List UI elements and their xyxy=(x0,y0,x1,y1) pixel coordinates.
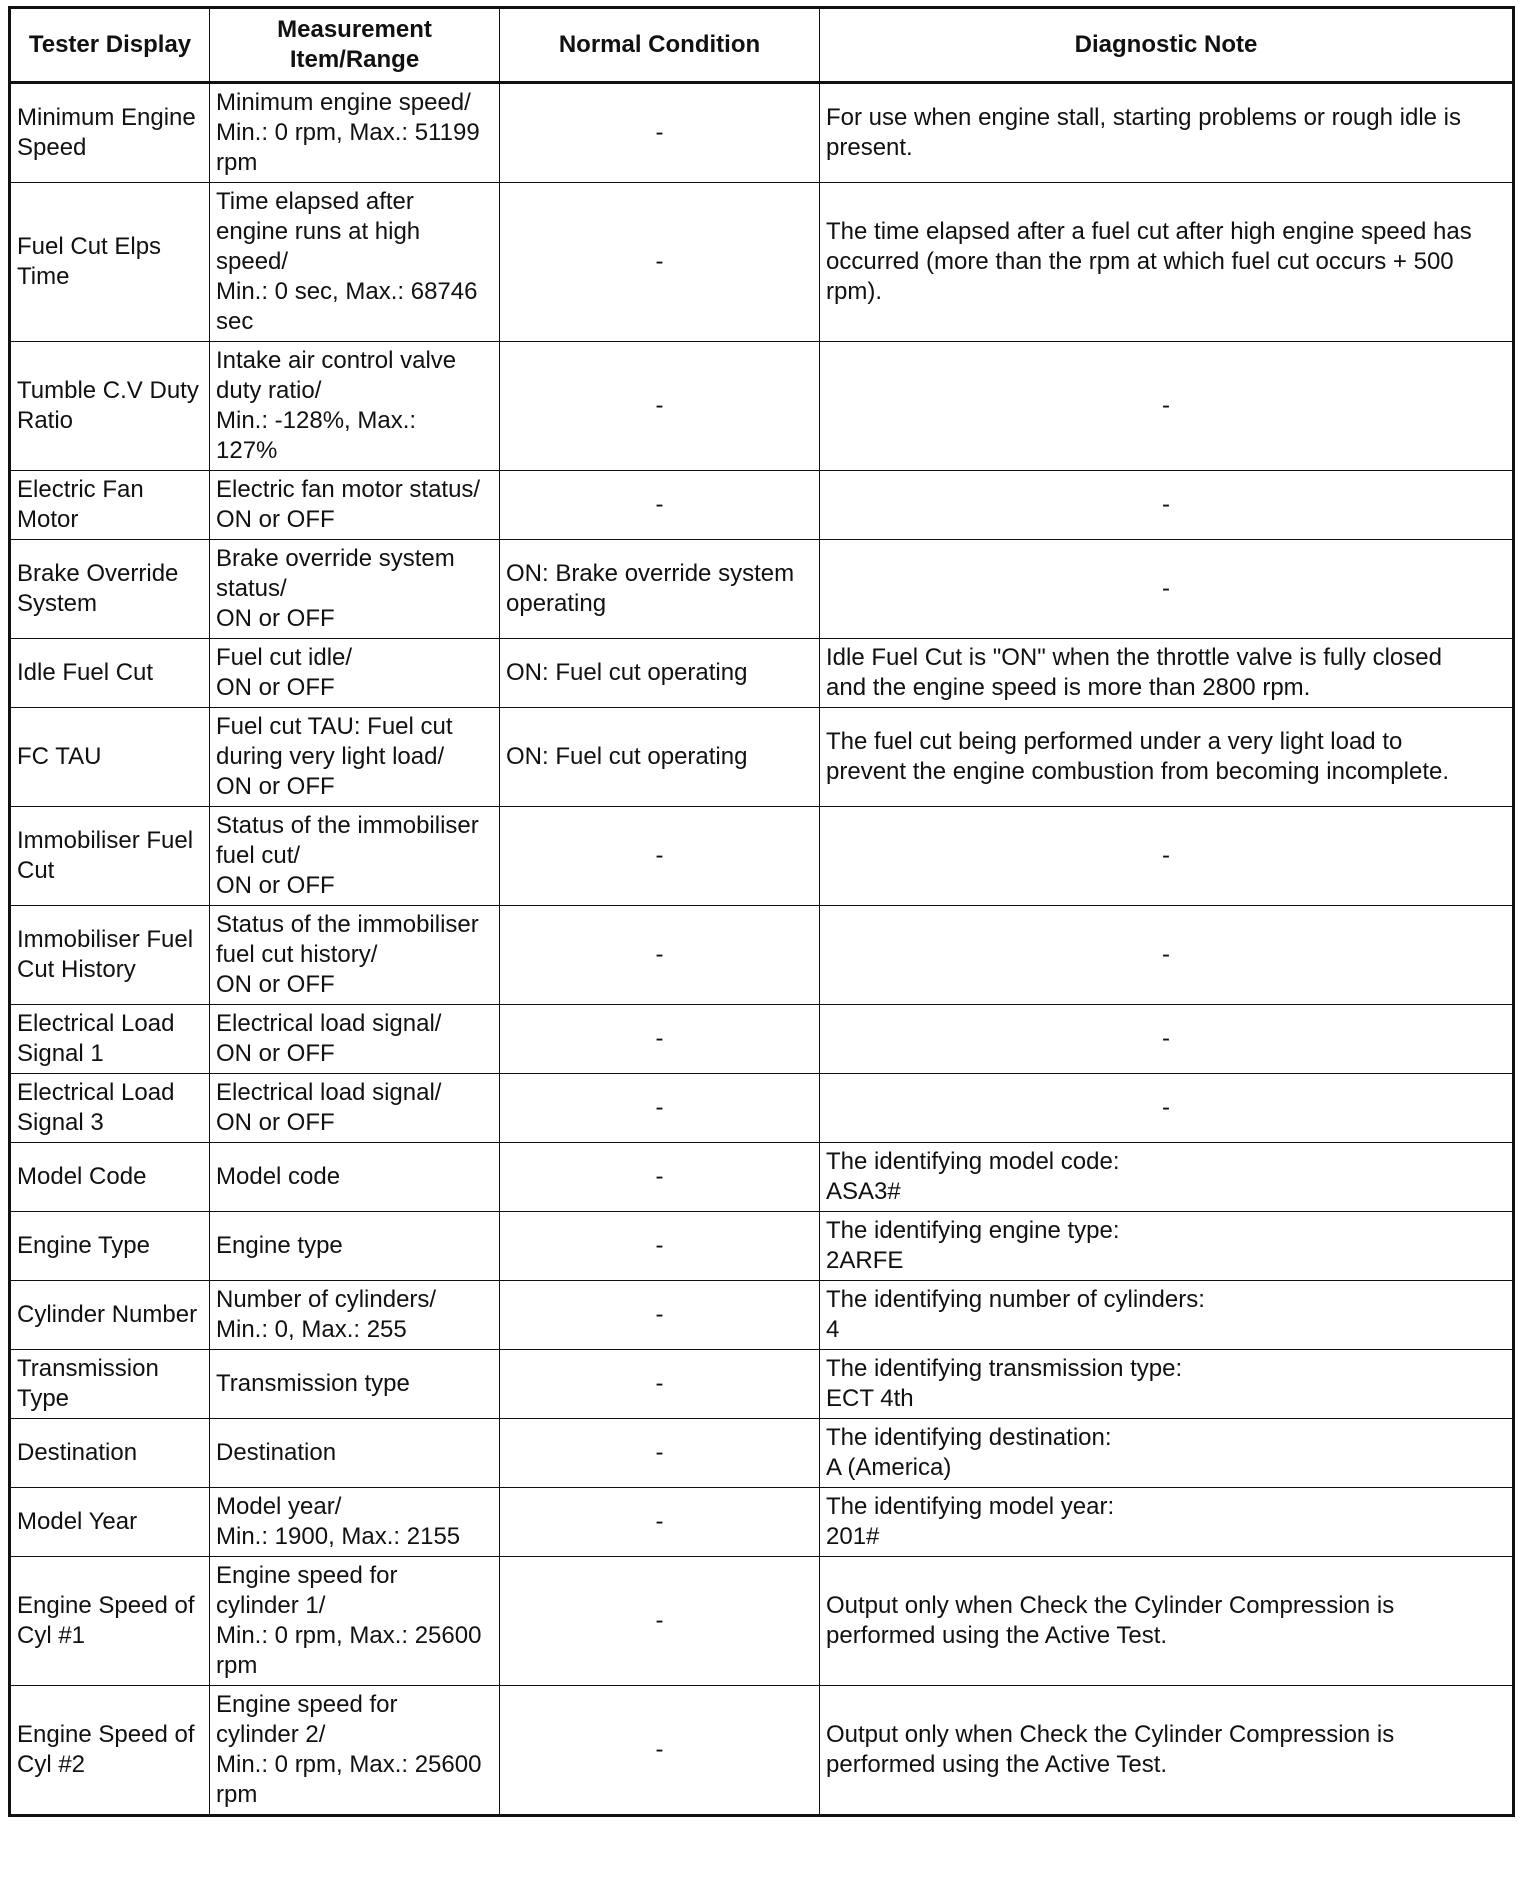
tester-display-cell xyxy=(10,1686,210,1816)
diagnostic-note-cell xyxy=(820,1212,1514,1281)
normal-condition-cell xyxy=(500,342,820,471)
table-row xyxy=(10,1350,1514,1419)
normal-condition-cell-text: - xyxy=(655,1508,664,1535)
normal-condition-cell xyxy=(500,906,820,1005)
measurement-cell-text: Engine speed for cylinder 2/ Min.: 0 rpm, Max.: 25600 rpm xyxy=(216,1691,482,1808)
diagnostic-note-cell-text: The identifying number of cylinders: 4 xyxy=(826,1286,1205,1343)
table-row xyxy=(10,1281,1514,1350)
tester-display-cell xyxy=(10,83,210,183)
table-row xyxy=(10,906,1514,1005)
measurement-cell-text: Brake override system status/ ON or OFF xyxy=(216,545,455,632)
normal-condition-cell-text: ON: Fuel cut operating xyxy=(506,743,748,770)
measurement-cell xyxy=(210,540,500,639)
diagnostic-note-cell xyxy=(820,1419,1514,1488)
measurement-cell-text: Intake air control valve duty ratio/ Min.: -128%, Max.: 127% xyxy=(216,347,457,464)
normal-condition-cell xyxy=(500,1488,820,1557)
diagnostic-note-cell-text: The identifying engine type: 2ARFE xyxy=(826,1217,1120,1274)
diagnostic-note-cell xyxy=(820,639,1514,708)
measurement-cell xyxy=(210,906,500,1005)
table-row xyxy=(10,1005,1514,1074)
data-list-table xyxy=(8,6,1515,1817)
measurement-cell-text: Electrical load signal/ ON or OFF xyxy=(216,1010,442,1067)
table-row xyxy=(10,639,1514,708)
diagnostic-note-cell-text: The identifying model year: 201# xyxy=(826,1493,1115,1550)
tester-display-cell-text: Immobiliser Fuel Cut xyxy=(17,827,194,884)
measurement-cell xyxy=(210,708,500,807)
tester-display-cell xyxy=(10,540,210,639)
normal-condition-cell-text: - xyxy=(655,941,664,968)
normal-condition-cell xyxy=(500,1419,820,1488)
measurement-cell xyxy=(210,183,500,342)
tester-display-cell xyxy=(10,708,210,807)
normal-condition-cell xyxy=(500,1074,820,1143)
measurement-cell-text: Number of cylinders/ Min.: 0, Max.: 255 xyxy=(216,1286,437,1343)
normal-condition-cell-text: - xyxy=(655,1607,664,1634)
tester-display-cell-text: Cylinder Number xyxy=(17,1301,198,1328)
table-row xyxy=(10,1557,1514,1686)
normal-condition-cell-text: - xyxy=(655,1439,664,1466)
diagnostic-note-cell-text: - xyxy=(1162,941,1170,968)
table-row xyxy=(10,342,1514,471)
diagnostic-note-cell-text: For use when engine stall, starting problems or rough idle is present. xyxy=(826,104,1461,161)
tester-display-cell xyxy=(10,906,210,1005)
normal-condition-cell xyxy=(500,1350,820,1419)
normal-condition-cell-text: - xyxy=(655,1094,664,1121)
measurement-cell xyxy=(210,1074,500,1143)
normal-condition-cell-text: ON: Brake override system operating xyxy=(506,560,795,617)
tester-display-cell xyxy=(10,1281,210,1350)
diagnostic-note-cell xyxy=(820,1350,1514,1419)
normal-condition-cell xyxy=(500,807,820,906)
measurement-cell xyxy=(210,1350,500,1419)
tester-display-cell xyxy=(10,1212,210,1281)
tester-display-cell-text: Electrical Load Signal 1 xyxy=(17,1010,175,1067)
header-normal-condition: Normal Condition xyxy=(500,8,820,83)
measurement-cell-text: Time elapsed after engine runs at high speed/ Min.: 0 sec, Max.: 68746 sec xyxy=(216,188,478,335)
tester-display-cell xyxy=(10,1074,210,1143)
diagnostic-note-cell xyxy=(820,1281,1514,1350)
tester-display-cell-text: Engine Speed of Cyl #2 xyxy=(17,1721,195,1778)
measurement-cell-text: Transmission type xyxy=(216,1370,410,1397)
tester-display-cell xyxy=(10,183,210,342)
normal-condition-cell-text: - xyxy=(655,1025,664,1052)
measurement-cell xyxy=(210,1557,500,1686)
tester-display-cell xyxy=(10,1419,210,1488)
table-row xyxy=(10,471,1514,540)
diagnostic-note-cell xyxy=(820,1005,1514,1074)
header-tester-display: Tester Display xyxy=(10,8,210,83)
normal-condition-cell xyxy=(500,1005,820,1074)
normal-condition-cell xyxy=(500,471,820,540)
tester-display-cell-text: Idle Fuel Cut xyxy=(17,659,154,686)
diagnostic-note-cell xyxy=(820,906,1514,1005)
measurement-cell xyxy=(210,342,500,471)
measurement-cell-text: Engine speed for cylinder 1/ Min.: 0 rpm, Max.: 25600 rpm xyxy=(216,1562,482,1679)
tester-display-cell xyxy=(10,1350,210,1419)
table-row xyxy=(10,1686,1514,1816)
normal-condition-cell-text: - xyxy=(655,1370,664,1397)
diagnostic-note-cell-text: The time elapsed after a fuel cut after high engine speed has occurred (more than the rpm at which fuel cut occurs + 500 rpm). xyxy=(826,218,1472,305)
diagnostic-note-cell xyxy=(820,183,1514,342)
table-row xyxy=(10,1488,1514,1557)
measurement-cell-text: Fuel cut idle/ ON or OFF xyxy=(216,644,353,701)
measurement-cell xyxy=(210,1143,500,1212)
tester-display-cell-text: Model Code xyxy=(17,1163,147,1190)
measurement-cell-text: Model year/ Min.: 1900, Max.: 2155 xyxy=(216,1493,461,1550)
table-row xyxy=(10,1143,1514,1212)
tester-display-cell-text: Transmission Type xyxy=(17,1355,159,1412)
normal-condition-cell-text: - xyxy=(655,842,664,869)
normal-condition-cell xyxy=(500,1143,820,1212)
normal-condition-cell-text: - xyxy=(655,248,664,275)
tester-display-cell-text: Brake Override System xyxy=(17,560,179,617)
normal-condition-cell-text: - xyxy=(655,1163,664,1190)
normal-condition-cell xyxy=(500,1686,820,1816)
diagnostic-note-cell-text: The identifying model code: ASA3# xyxy=(826,1148,1120,1205)
table-body xyxy=(10,83,1514,1816)
measurement-cell-text: Engine type xyxy=(216,1232,343,1259)
tester-display-cell-text: Electrical Load Signal 3 xyxy=(17,1079,175,1136)
table-row xyxy=(10,183,1514,342)
diagnostic-note-cell xyxy=(820,807,1514,906)
tester-display-cell-text: Minimum Engine Speed xyxy=(17,104,196,161)
header-diagnostic-note: Diagnostic Note xyxy=(820,8,1514,83)
normal-condition-cell xyxy=(500,1212,820,1281)
diagnostic-note-cell xyxy=(820,1143,1514,1212)
tester-display-cell-text: Model Year xyxy=(17,1508,138,1535)
normal-condition-cell xyxy=(500,540,820,639)
normal-condition-cell-text: ON: Fuel cut operating xyxy=(506,659,748,686)
measurement-cell xyxy=(210,807,500,906)
diagnostic-note-cell xyxy=(820,708,1514,807)
normal-condition-cell-text: - xyxy=(655,1232,664,1259)
table-header xyxy=(10,8,1514,83)
diagnostic-note-cell-text: The identifying destination: A (America) xyxy=(826,1424,1112,1481)
header-measurement: Measurement Item/Range xyxy=(210,8,500,83)
tester-display-cell xyxy=(10,1143,210,1212)
measurement-cell xyxy=(210,471,500,540)
table-row xyxy=(10,708,1514,807)
normal-condition-cell xyxy=(500,183,820,342)
tester-display-cell-text: Engine Speed of Cyl #1 xyxy=(17,1592,195,1649)
tester-display-cell-text: Destination xyxy=(17,1439,138,1466)
measurement-cell xyxy=(210,1686,500,1816)
measurement-cell-text: Electrical load signal/ ON or OFF xyxy=(216,1079,442,1136)
table-row xyxy=(10,540,1514,639)
measurement-cell-text: Status of the immobiliser fuel cut history/ ON or OFF xyxy=(216,911,479,998)
normal-condition-cell-text: - xyxy=(655,1301,664,1328)
tester-display-cell xyxy=(10,342,210,471)
measurement-cell-text: Status of the immobiliser fuel cut/ ON or OFF xyxy=(216,812,479,899)
diagnostic-note-cell-text: - xyxy=(1162,575,1170,602)
diagnostic-note-cell-text: The fuel cut being performed under a very light load to prevent the engine combustion from becoming incomplete. xyxy=(826,728,1450,785)
normal-condition-cell-text: - xyxy=(655,392,664,419)
measurement-cell-text: Destination xyxy=(216,1439,337,1466)
table-row xyxy=(10,1419,1514,1488)
table-row xyxy=(10,807,1514,906)
measurement-cell-text: Electric fan motor status/ ON or OFF xyxy=(216,476,481,533)
table-row xyxy=(10,83,1514,183)
normal-condition-cell xyxy=(500,1281,820,1350)
normal-condition-cell xyxy=(500,639,820,708)
diagnostic-note-cell-text: - xyxy=(1162,1094,1170,1121)
diagnostic-note-cell xyxy=(820,1074,1514,1143)
diagnostic-note-cell-text: - xyxy=(1162,842,1170,869)
measurement-cell xyxy=(210,1281,500,1350)
measurement-cell xyxy=(210,83,500,183)
diagnostic-note-cell-text: Output only when Check the Cylinder Compression is performed using the Active Test. xyxy=(826,1592,1395,1649)
normal-condition-cell-text: - xyxy=(655,119,664,146)
diagnostic-note-cell xyxy=(820,1686,1514,1816)
normal-condition-cell-text: - xyxy=(655,1736,664,1763)
tester-display-cell-text: Immobiliser Fuel Cut History xyxy=(17,926,194,983)
diagnostic-note-cell xyxy=(820,471,1514,540)
tester-display-cell xyxy=(10,1488,210,1557)
normal-condition-cell xyxy=(500,708,820,807)
measurement-cell xyxy=(210,639,500,708)
normal-condition-cell xyxy=(500,83,820,183)
table-row xyxy=(10,1074,1514,1143)
diagnostic-note-cell-text: - xyxy=(1162,1025,1170,1052)
tester-display-cell xyxy=(10,1005,210,1074)
diagnostic-note-cell xyxy=(820,83,1514,183)
header-row xyxy=(10,8,1514,83)
diagnostic-note-cell xyxy=(820,342,1514,471)
diagnostic-note-cell-text: - xyxy=(1162,392,1170,419)
tester-display-cell-text: Electric Fan Motor xyxy=(17,476,144,533)
measurement-cell xyxy=(210,1488,500,1557)
table-row xyxy=(10,1212,1514,1281)
measurement-cell xyxy=(210,1419,500,1488)
diagnostic-note-cell xyxy=(820,540,1514,639)
diagnostic-note-cell-text: - xyxy=(1162,491,1170,518)
tester-display-cell xyxy=(10,639,210,708)
tester-display-cell-text: FC TAU xyxy=(17,743,102,770)
normal-condition-cell-text: - xyxy=(655,491,664,518)
tester-display-cell xyxy=(10,471,210,540)
diagnostic-note-cell xyxy=(820,1488,1514,1557)
diagnostic-note-cell-text: Idle Fuel Cut is "ON" when the throttle valve is fully closed and the engine speed is more than 2800 rpm. xyxy=(826,644,1442,701)
normal-condition-cell xyxy=(500,1557,820,1686)
tester-display-cell-text: Fuel Cut Elps Time xyxy=(17,233,162,290)
tester-display-cell-text: Engine Type xyxy=(17,1232,150,1259)
measurement-cell xyxy=(210,1212,500,1281)
measurement-cell-text: Model code xyxy=(216,1163,341,1190)
measurement-cell-text: Minimum engine speed/ Min.: 0 rpm, Max.: 51199 rpm xyxy=(216,89,480,176)
tester-display-cell-text: Tumble C.V Duty Ratio xyxy=(17,377,199,434)
measurement-cell-text: Fuel cut TAU: Fuel cut during very light load/ ON or OFF xyxy=(216,713,453,800)
tester-display-cell xyxy=(10,807,210,906)
diagnostic-note-cell xyxy=(820,1557,1514,1686)
tester-display-cell xyxy=(10,1557,210,1686)
diagnostic-note-cell-text: Output only when Check the Cylinder Compression is performed using the Active Test. xyxy=(826,1721,1395,1778)
measurement-cell xyxy=(210,1005,500,1074)
diagnostic-note-cell-text: The identifying transmission type: ECT 4th xyxy=(826,1355,1183,1412)
